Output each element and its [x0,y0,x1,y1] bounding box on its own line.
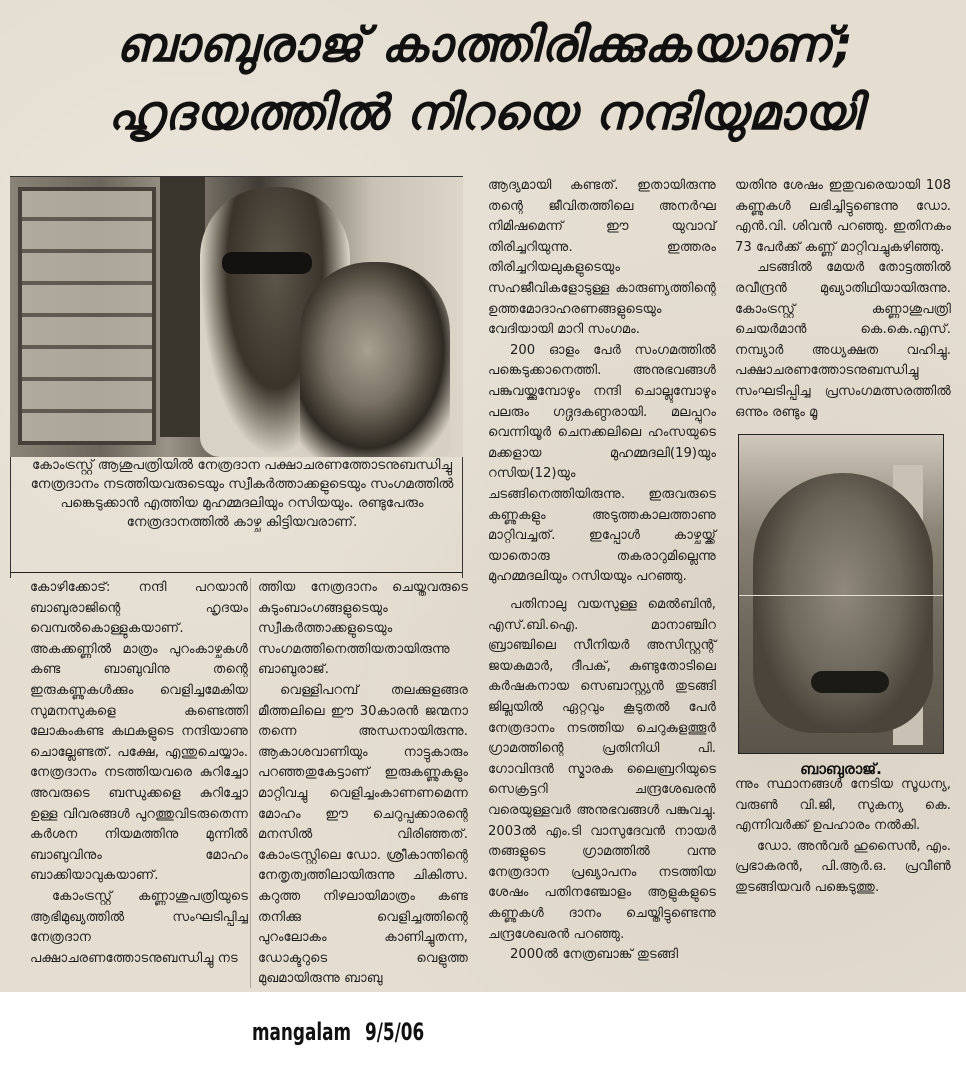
baburaj-photo [738,434,944,754]
paragraph: 200 ഓളം പേർ സംഗമത്തിൽ പങ്കെടുക്കാനെത്തി. അനുഭവങ്ങൾ പങ്കുവയ്ക്കുമ്പോഴും നന്ദി ചൊല്ലുമ്പോഴും പലരും ഗദ്ഗദകണ്ഠരായി. മലപ്പുറം വെന്നിയൂർ ചെനക്കലിലെ ഹംസയുടെ മക്കളായ മുഹമ്മദലി(19)യും റസിയ(12)യും ചടങ്ങിനെത്തിയിരുന്നു. ഇരുവരുടെ കണ്ണുകളും അടുത്തകാലത്താണു മാറ്റിവച്ചത്. ഇപ്പോൾ കാഴ്ചയ്ക്ക് യാതൊരു തകരാറുമില്ലെന്നു മുഹമ്മദലിയും റസിയയും പറഞ്ഞു. [488,342,716,585]
main-photo [10,176,463,457]
paragraph: കോംട്രസ്റ്റ് കണ്ണാശുപത്രിയുടെ ആഭിമുഖ്യത്തിൽ സംഘടിപ്പിച്ച നേത്രദാന പക്ഷാചരണത്തോടനുബന്ധിച്ചു നട [30,888,248,966]
article-column-1 [30,578,248,969]
photo-door [160,177,205,437]
article-column-4 [735,176,951,423]
photo-mustache [811,671,889,693]
headline-line-1: ബാബുരാജ് കാത്തിരിക്കുകയാണ്; [116,17,854,73]
source-footer [252,1018,424,1046]
article-column-2 [258,578,468,990]
column-divider [250,578,251,988]
publication-date: 9/5/06 [365,1018,425,1046]
paragraph: വെള്ളിപറമ്പ് തലക്കുളങ്ങര മീത്തലിലെ ഈ 30കാരൻ ജന്മനാ തന്നെ അന്ധനായിരുന്നു. ആകാശവാണിയും നാട്ടുകാരും പറഞ്ഞതുകേട്ടാണ് ഇരുകണ്ണുകളും മാറ്റിവച്ചു വെളിച്ചംകാണണമെന്ന മോഹം ഈ ചെറുപ്പക്കാരന്റെ മനസിൽ വിരിഞ്ഞത്. കോംട്രസ്റ്റിലെ ഡോ. ശ്രീകാന്തിന്റെ നേതൃത്വത്തിലായിരുന്നു ചികിത്സ. കറുത്ത നിഴലായിമാത്രം കണ്ട തനിക്കു വെളിച്ചത്തിന്റെ പുറംലോകം കാണിച്ചുതന്ന, ഡോക്ടറുടെ വെളുത്ത മുഖമായിരുന്നു ബാബു [258,682,468,987]
photo-face [753,473,933,733]
paragraph: ന്നും സ്ഥാനങ്ങൾ നേടിയ സൂധന്യ, വരുൺ വി.ജി, സുകന്യ കെ. എന്നിവർക്ക് ഉപഹാരം നൽകി. [735,777,951,834]
photo-sunglasses [222,252,312,274]
photo-person-girl [300,262,450,457]
paragraph: ആദ്യമായി കണ്ടത്. ഇതായിരുന്നു തന്റെ ജീവിതത്തിലെ അനർഘ നിമിഷമെന്ന് ഈ യുവാവ് തിരിച്ചറിയുന്നു. ഇത്തരം തിരിച്ചറിയലുകളുടെയും സഹജീവികളോടുള്ള കാരുണ്യത്തിന്റെ ഉത്തമോദാഹരണങ്ങളുടെയും വേദിയായി മാറി സംഗമം. [488,178,716,338]
headline-line-2: ഹൃദയത്തിൽ നിറയെ നന്ദിയുമായി [108,85,862,141]
article-column-4-continued [735,775,951,899]
main-photo-caption: കോംട്രസ്റ്റ് ആശുപത്രിയിൽ നേത്രദാന പക്ഷാചരണത്തോടനുബന്ധിച്ചു നേത്രദാനം നടത്തിയവരുടെയും സ്വീകർത്താക്കളുടെയും സംഗമത്തിൽ പങ്കെടുക്കാൻ എത്തിയ മുഹമ്മദലിയും റസിയയും. രണ്ടുപേരും നേത്രദാനത്തിൽ കാഴ്ച കിട്ടിയവരാണ്. [30,457,454,530]
paragraph: പതിനാലു വയസുള്ള മെൽബിൻ, എസ്.ബി.ഐ. മാനാഞ്ചിറ ബ്രാഞ്ചിലെ സീനിയർ അസിസ്റ്റന്റ് ജയകുമാർ, ദീപക്, കുണ്ടുതോടിലെ കർഷകനായ സെബാസ്റ്റ്യൻ തുടങ്ങി ജില്ലയിൽ ഏറ്റവും കൂടുതൽ പേർ നേത്രദാനം നടത്തിയ ചെറുകുളത്തൂർ ഗ്രാമത്തിന്റെ പ്രതിനിധി പി. ഗോവിന്ദൻ സ്മാരക ലൈബ്രറിയുടെ സെക്രട്ടറി ചന്ദ്രശേഖരൻ വരെയുള്ളവർ അനുഭവങ്ങൾ പങ്കുവച്ചു. 2003ൽ എം.ടി വാസുദേവൻ നായർ തങ്ങളുടെ ഗ്രാമത്തിൽ വന്നു നേത്രദാന പ്രഖ്യാപനം നടത്തിയ ശേഷം പതിനഞ്ചോളം ആളുകളുടെ കണ്ണുകൾ ദാനം ചെയ്തിട്ടുണ്ടെന്നു ചന്ദ്രശേഖരൻ പറഞ്ഞു. [488,597,716,942]
source-name: mangalam [252,1018,352,1046]
paragraph: 2000ൽ നേത്രബാങ്ക് തുടങ്ങി [510,947,679,963]
photo-window [18,187,156,445]
baburaj-photo-caption: ബാബുരാജ്. [800,760,882,778]
article-column-3-continued [488,595,716,966]
paragraph: ത്തിയ നേത്രദാനം ചെയ്തവരുടെ കുടുംബാംഗങ്ങളുടെയും സ്വീകർത്താക്കളുടെയും സംഗമത്തിനെത്തിയതായിരുന്നു ബാബുരാജ്. [258,580,468,678]
article-column-3 [488,176,716,588]
paragraph: ഡോ. അൻവർ ഹുസൈൻ, എം. പ്രഭാകരൻ, പി.ആർ.ഒ. പ്രവീൺ തുടങ്ങിയവർ പങ്കെടുത്തു. [735,838,951,895]
photo-scan-line [739,595,943,596]
paragraph: യതിനു ശേഷം ഇതുവരെയായി 108 കണ്ണുകൾ ലഭിച്ചിട്ടുണ്ടെന്നു ഡോ. എൻ.വി. ശിവൻ പറഞ്ഞു. ഇതിനകം 73 പേർക്ക് കണ്ണ് മാറ്റിവച്ചുകഴിഞ്ഞു. [735,178,951,255]
caption-divider [10,572,462,573]
paragraph: കോഴിക്കോട്: നന്ദി പറയാൻ ബാബുരാജിന്റെ ഹൃദയം വെമ്പൽകൊള്ളുകയാണ്. അകക്കണ്ണിൽ മാത്രം പുറംകാഴ്ചകൾ കണ്ട ബാബുവിനു തന്റെ ഇരുകണ്ണുകൾക്കും വെളിച്ചമേകിയ സുമനസുകളെ കണ്ടെത്തി ലോകംകണ്ട കഥകളുടെ നന്ദിയാണു ചൊല്ലേണ്ടത്. പക്ഷേ, എന്തുചെയ്യാം. നേത്രദാനം നടത്തിയവരെ കുറിച്ചോ അവരുടെ ബന്ധുക്കളെ കുറിച്ചോ ഉള്ള വിവരങ്ങൾ പുറത്തുവിടരുതെന്ന കർശന നിയമത്തിനു മുന്നിൽ ബാബുവിനും മോഹം ബാക്കിയാവുകയാണ്. [30,580,248,884]
paragraph: ചടങ്ങിൽ മേയർ തോട്ടത്തിൽ രവീന്ദ്രൻ മുഖ്യാതിഥിയായിരുന്നു. കോംട്രസ്റ്റ് കണ്ണാശുപത്രി ചെയർമാൻ കെ.കെ.എസ്. നമ്പ്യാർ അധ്യക്ഷത വഹിച്ചു. പക്ഷാചരണത്തോടനുബന്ധിച്ചു സംഘടിപ്പിച്ച പ്രസംഗമത്സരത്തിൽ ഒന്നും രണ്ടും മൂ [735,260,951,420]
